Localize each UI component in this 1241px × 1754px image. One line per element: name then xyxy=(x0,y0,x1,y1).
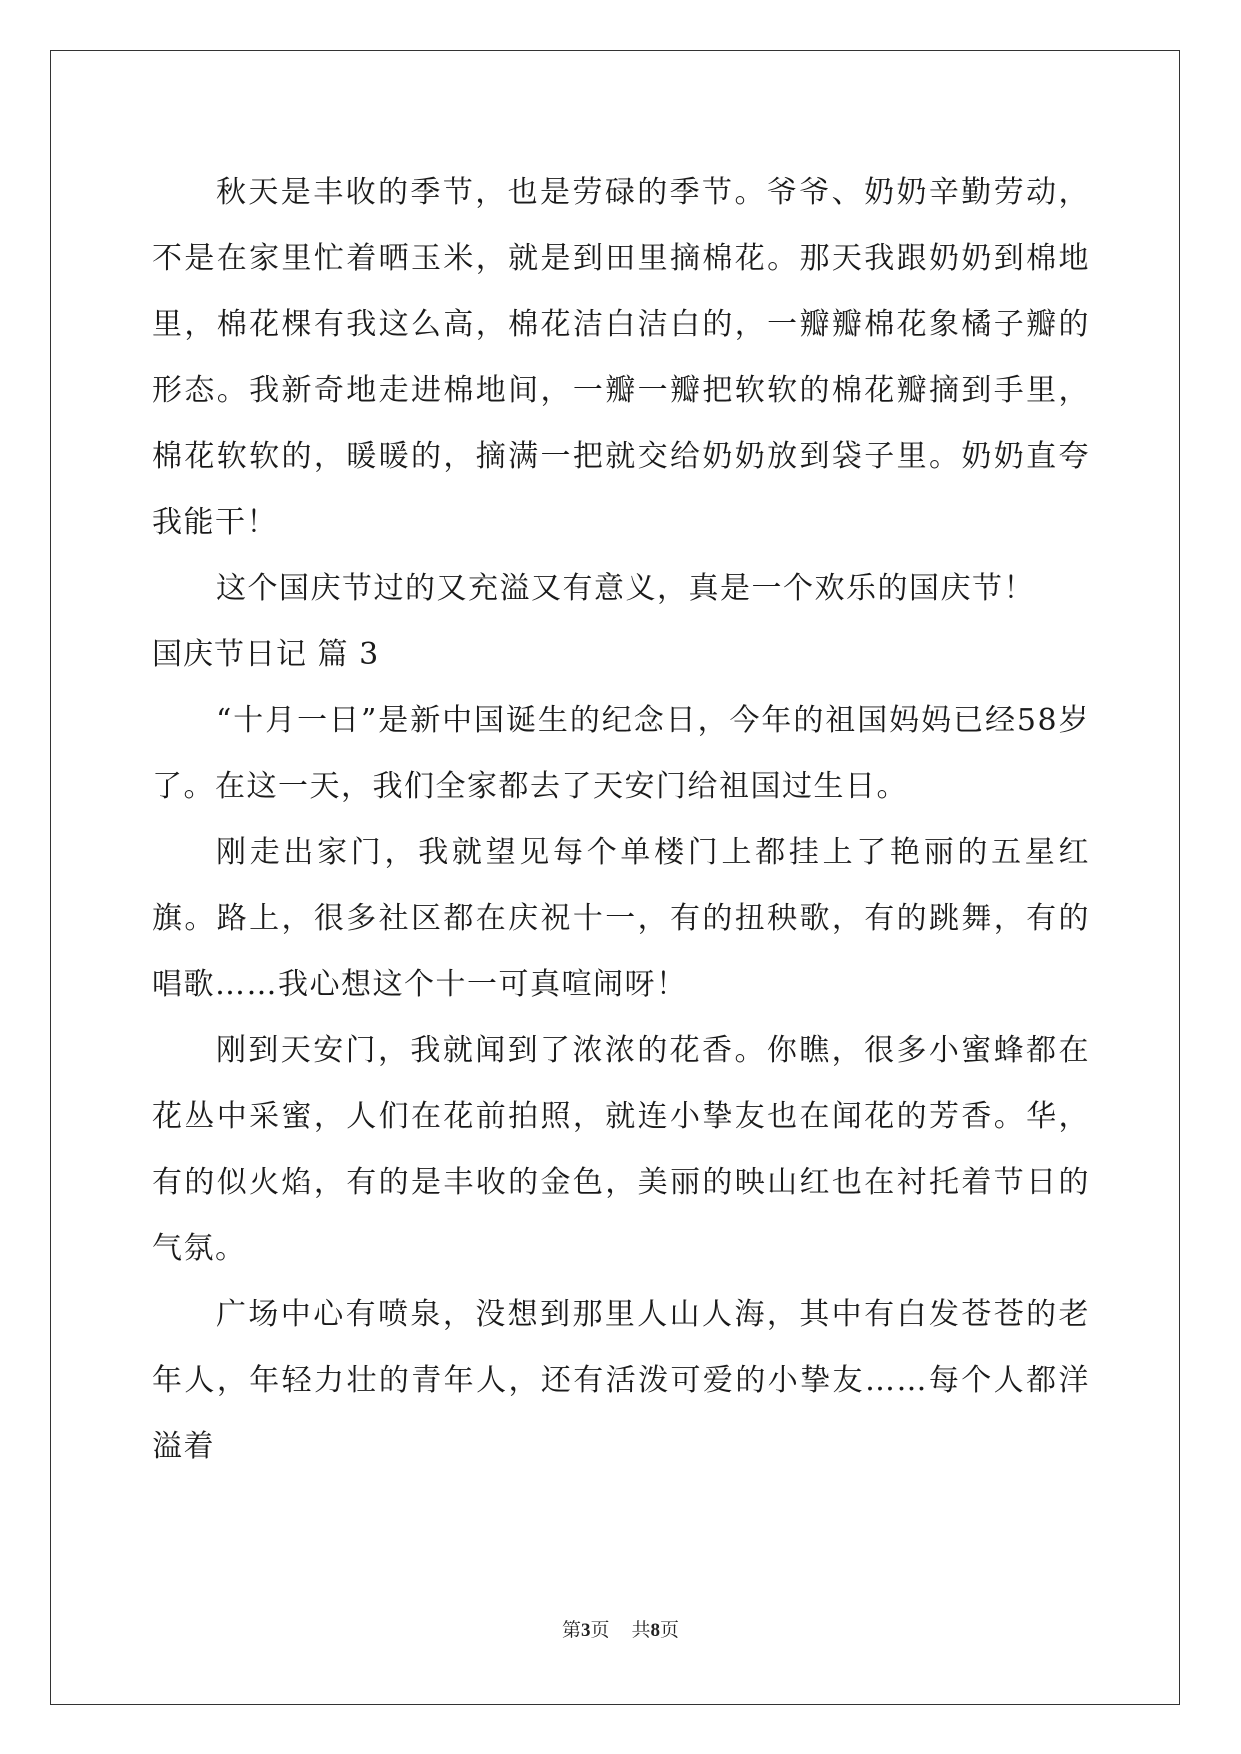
paragraph-october-first: “十月一日”是新中国诞生的纪念日，今年的祖国妈妈已经58岁了。在这一天，我们全家都去了天安门给祖国过生日。 xyxy=(152,703,1090,804)
page-footer xyxy=(0,1615,1241,1642)
footer-page-number: 3 xyxy=(580,1620,591,1641)
section-heading: 国庆节日记 篇 3 xyxy=(152,637,380,672)
footer-total-pages: 8 xyxy=(650,1620,661,1641)
footer-total-prefix: 共 xyxy=(631,1619,651,1641)
paragraph-leaving-home: 刚走出家门，我就望见每个单楼门上都挂上了艳丽的五星红旗。路上，很多社区都在庆祝十一，有的扭秧歌，有的跳舞，有的唱歌……我心想这个十一可真喧闹呀！ xyxy=(152,835,1090,1002)
paragraph-fountain-square: 广场中心有喷泉，没想到那里人山人海，其中有白发苍苍的老年人，年轻力壮的青年人，还有活泼可爱的小挚友……每个人都洋溢着 xyxy=(152,1297,1090,1464)
document-body xyxy=(152,160,1090,1480)
footer-page-prefix: 第 xyxy=(561,1619,581,1641)
footer-total-suffix: 页 xyxy=(660,1619,680,1641)
paragraph-autumn-harvest: 秋天是丰收的季节，也是劳碌的季节。爷爷、奶奶辛勤劳动，不是在家里忙着晒玉米，就是到田里摘棉花。那天我跟奶奶到棉地里，棉花棵有我这么高，棉花洁白洁白的，一瓣瓣棉花象橘子瓣的形态。我新奇地走进棉地间，一瓣一瓣把软软的棉花瓣摘到手里，棉花软软的，暖暖的，摘满一把就交给奶奶放到袋子里。奶奶直夸我能干！ xyxy=(152,175,1090,540)
paragraph-conclusion: 这个国庆节过的又充溢又有意义，真是一个欢乐的国庆节！ xyxy=(216,571,1035,606)
footer-page-suffix: 页 xyxy=(590,1619,610,1641)
paragraph-tiananmen-flowers: 刚到天安门，我就闻到了浓浓的花香。你瞧，很多小蜜蜂都在花丛中采蜜，人们在花前拍照，就连小挚友也在闻花的芳香。华，有的似火焰，有的是丰收的金色，美丽的映山红也在衬托着节日的气氛。 xyxy=(152,1033,1090,1266)
